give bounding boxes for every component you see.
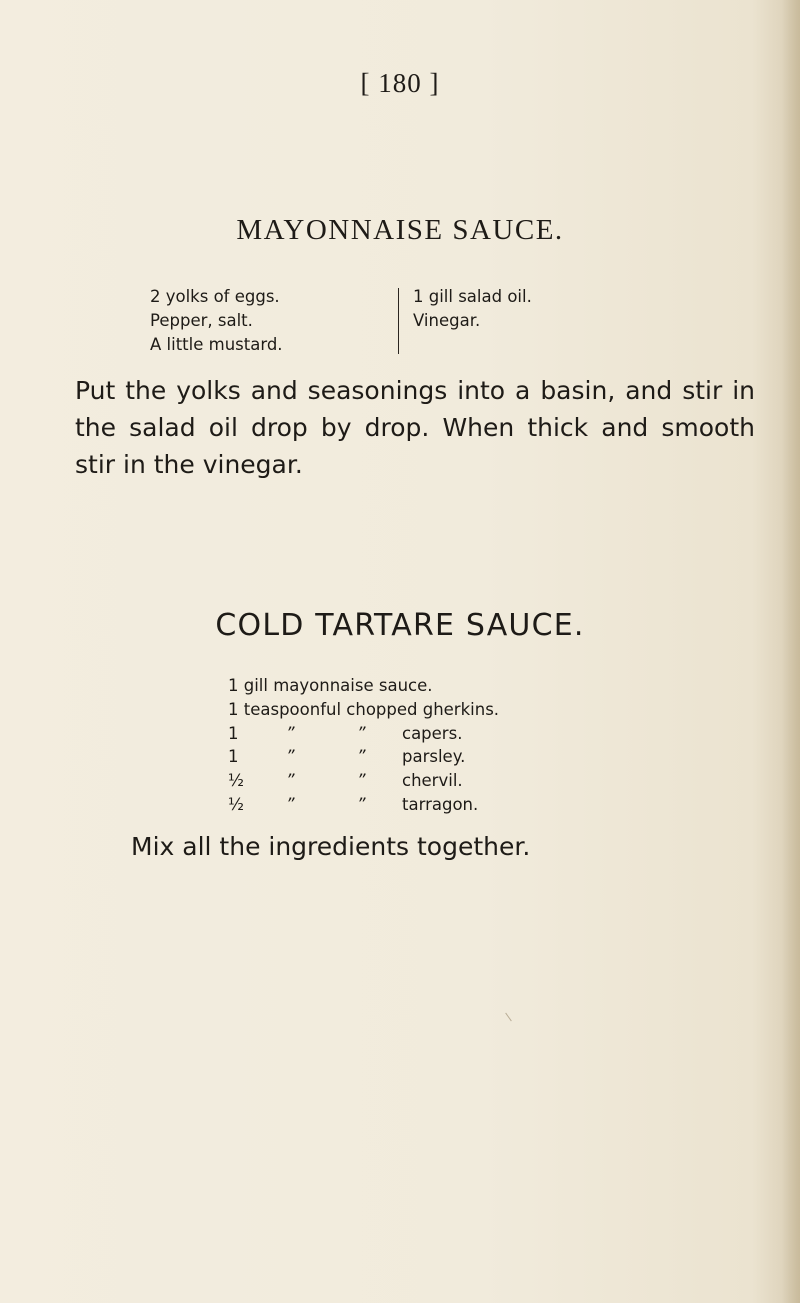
ingredient-line: Vinegar. xyxy=(413,311,481,330)
recipe-method-tartare: Mix all the ingredients together. xyxy=(131,832,531,861)
ditto-mark: ” xyxy=(357,794,366,814)
ingredient-item: parsley. xyxy=(402,747,466,767)
ingredient-quantity: ½ xyxy=(228,794,244,814)
ditto-mark: ” xyxy=(286,723,295,743)
ingredient-quantity: 1 xyxy=(228,747,239,767)
ingredient-line: Pepper, salt. xyxy=(150,311,253,330)
ingredient-text: 1 gill mayonnaise sauce. xyxy=(228,676,433,695)
recipe-title-tartare: COLD TARTARE SAUCE. xyxy=(215,608,585,643)
ingredient-item: tarragon. xyxy=(402,794,479,814)
ditto-mark: ” xyxy=(286,794,295,814)
ingredient-line: 2 yolks of eggs. xyxy=(150,287,280,306)
ingredient-item: chervil. xyxy=(402,771,463,791)
ingredients-right-column xyxy=(413,285,532,333)
page-edge-shadow xyxy=(782,0,800,1303)
ditto-mark: ” xyxy=(357,747,366,767)
ingredient-text: 1 teaspoonful chopped gherkins. xyxy=(228,699,500,719)
ingredient-item: capers. xyxy=(402,723,463,743)
ditto-mark: ” xyxy=(286,747,295,767)
paper-blemish xyxy=(505,1013,512,1022)
page-number: [ 180 ] xyxy=(360,68,440,98)
recipe-method-mayonnaise xyxy=(75,372,755,483)
recipe-title-mayonnaise: MAYONNAISE SAUCE. xyxy=(236,214,564,246)
ditto-mark: ” xyxy=(357,771,366,791)
ingredients-left-column xyxy=(150,285,283,357)
ingredient-line: 1 gill salad oil. xyxy=(413,287,532,306)
ingredient-quantity: ½ xyxy=(228,771,244,791)
ingredient-quantity: 1 xyxy=(228,723,239,743)
ingredient-line: A little mustard. xyxy=(150,335,283,354)
ditto-mark: ” xyxy=(286,771,295,791)
method-paragraph: Put the yolks and seasonings into a basin, and stir in the salad oil drop by drop. When thick and smooth stir in the vinegar. xyxy=(75,376,755,479)
ingredient-column-divider xyxy=(398,288,399,354)
ditto-mark: ” xyxy=(357,723,366,743)
